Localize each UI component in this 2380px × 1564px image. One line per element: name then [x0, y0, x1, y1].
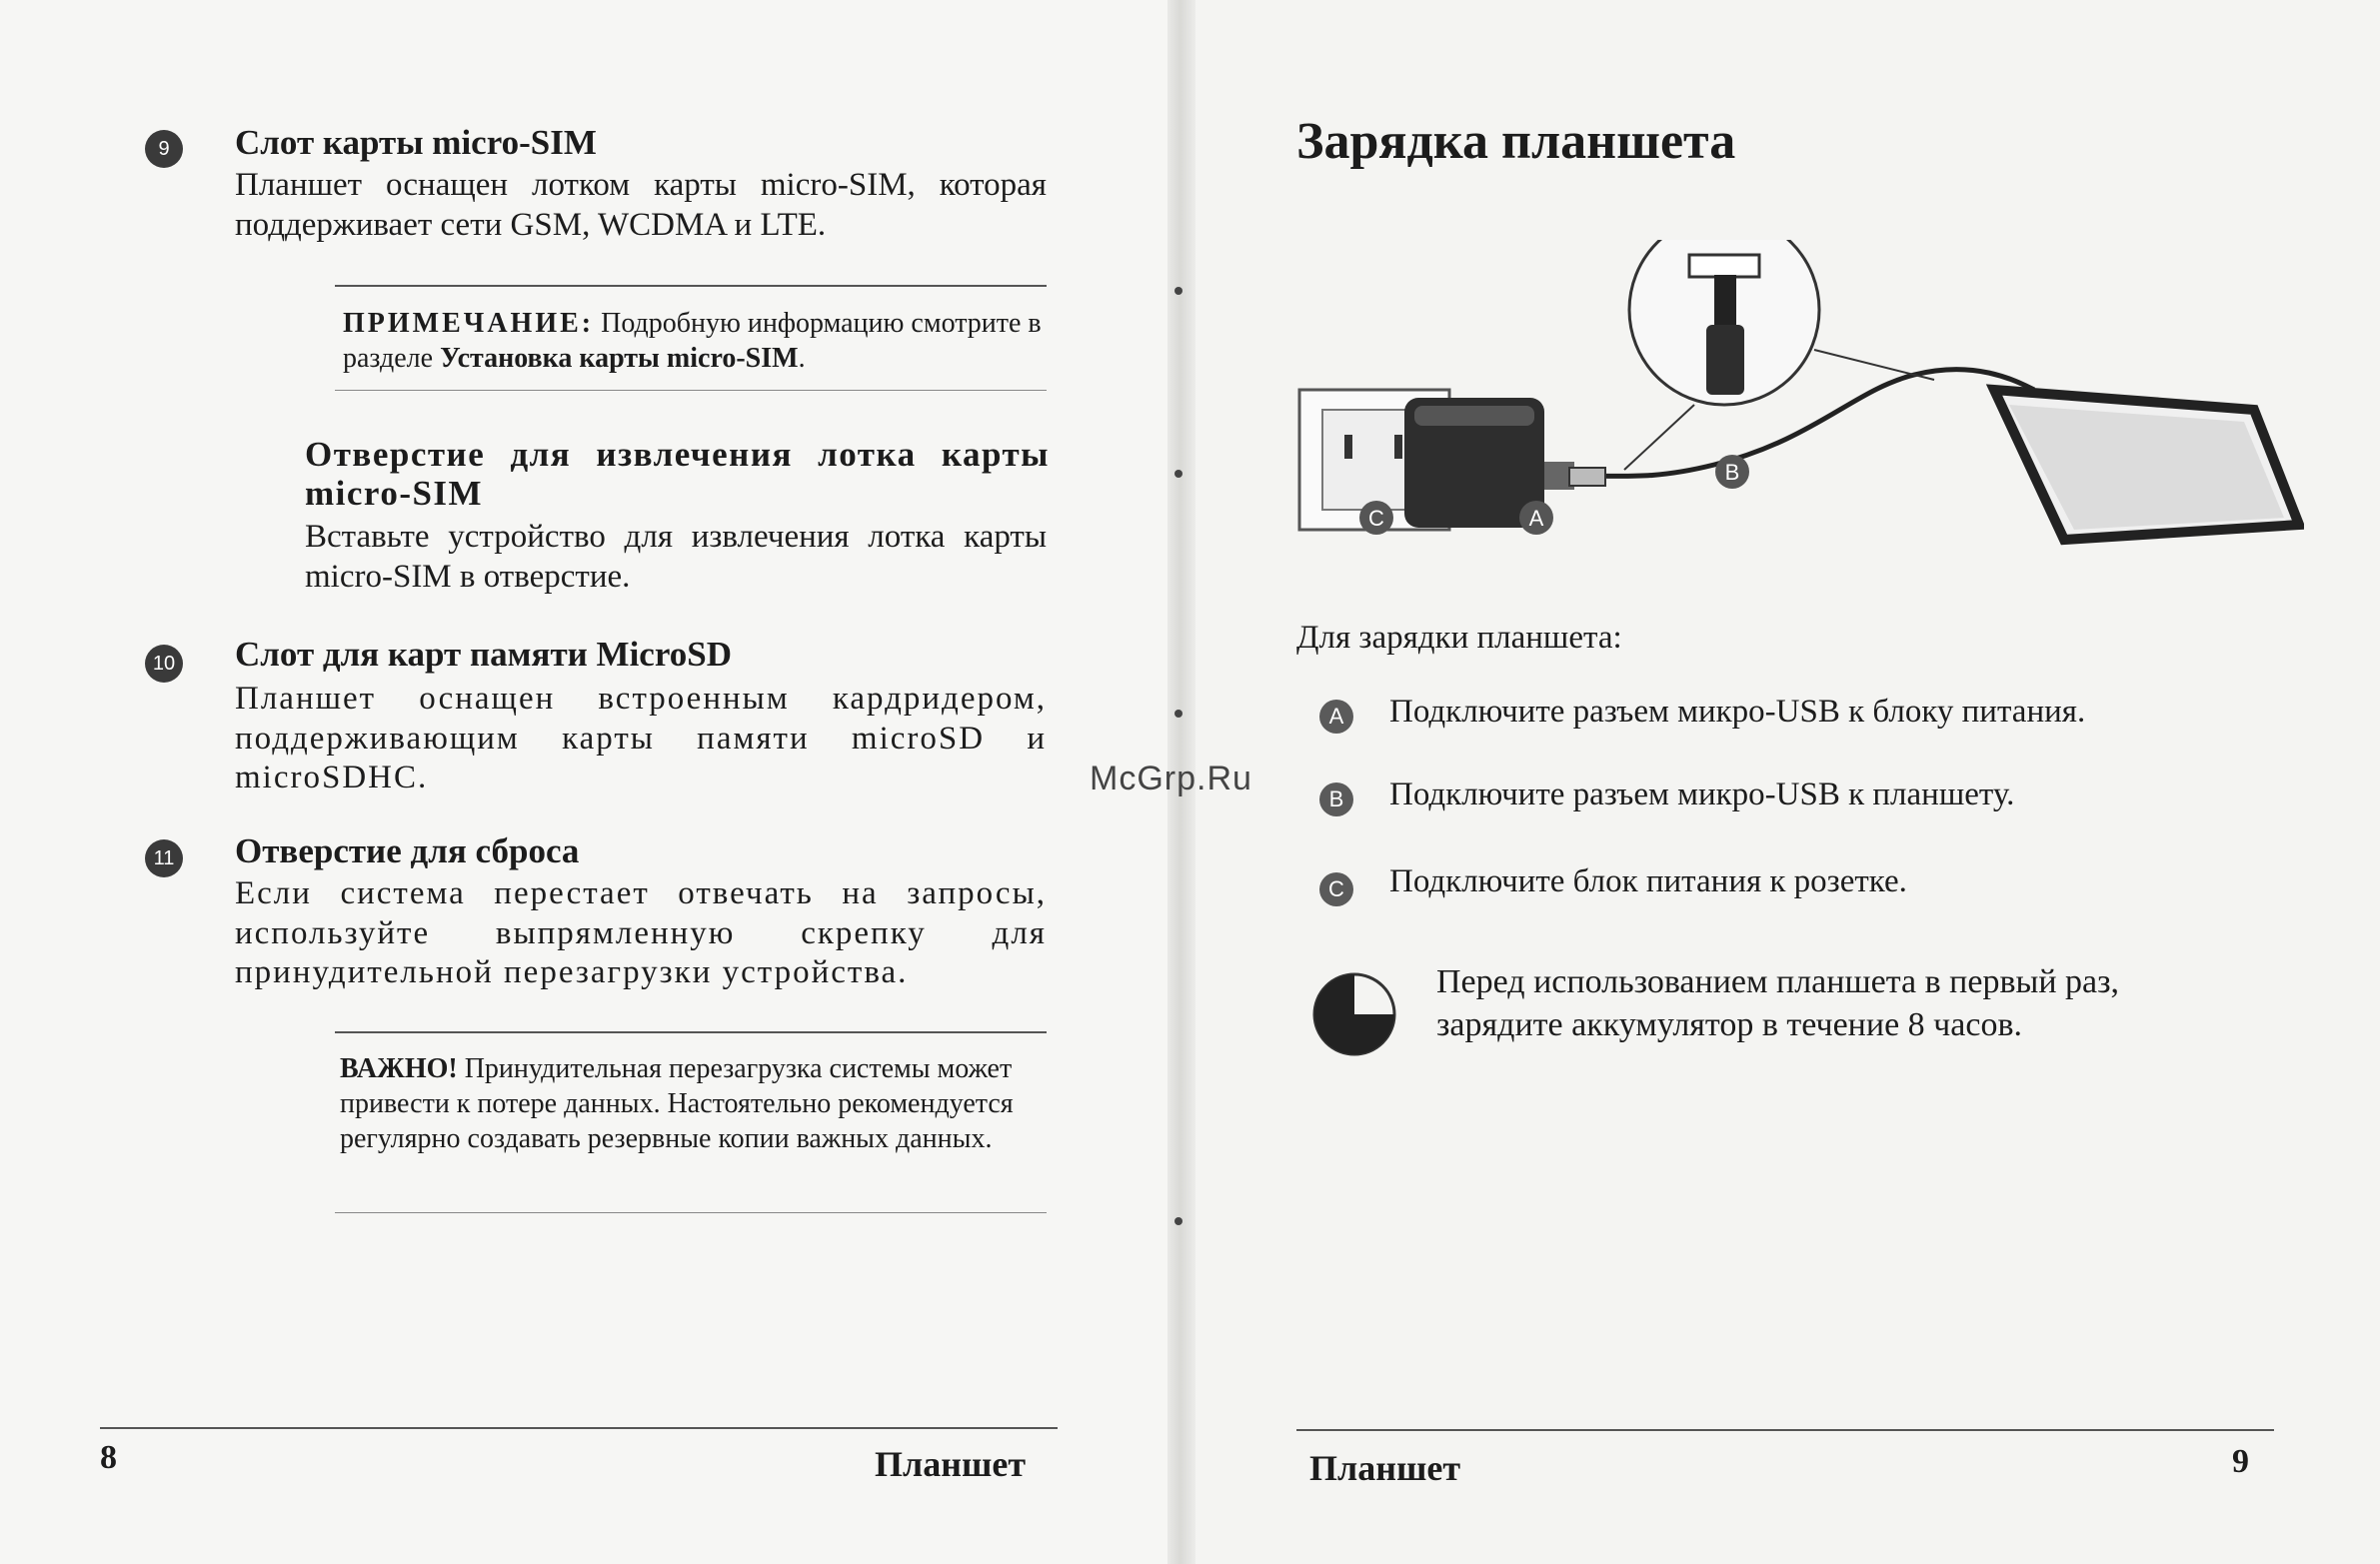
page-title: Зарядка планшета [1296, 113, 1736, 170]
sim-eject-body: Вставьте устройство для извлечения лотка карты micro-SIM в отверстие. [305, 519, 1047, 595]
charging-intro: Для зарядки планшета: [1296, 620, 1622, 656]
important-label: ВАЖНО! [340, 1053, 458, 1084]
charge-note: Перед использованием планшета в первый раз, зарядите аккумулятор в течение 8 часов. [1436, 963, 2120, 1043]
page-number-right: 9 [2232, 1443, 2249, 1480]
section-9-body: Планшет оснащен лотком карты micro-SIM, которая поддерживает сети GSM, WCDMA и LTE. [235, 167, 1047, 243]
footer-rule-left [100, 1427, 1058, 1429]
page-number-left: 8 [100, 1439, 117, 1476]
usb-cable [1574, 370, 2034, 477]
tablet-icon [1994, 390, 2299, 540]
footer-label-left: Планшет [875, 1444, 1026, 1484]
important-text: Принудительная перезагрузка системы может привести к потере данных. Настоятельно рекомендуется регулярно создавать резервные копии важных данных. [340, 1053, 1014, 1154]
figure-label-b: B [1724, 460, 1740, 485]
note-end: . [798, 343, 806, 374]
section-11-badge: 11 [145, 839, 183, 877]
watermark: McGrp.Ru [1090, 760, 1252, 797]
binding-staple [1175, 1217, 1183, 1225]
footer-rule-right [1296, 1429, 2274, 1431]
usb-zoom-callout [1624, 240, 1934, 470]
charging-illustration [1294, 240, 2304, 570]
important-box [340, 1051, 1045, 1156]
note-text: Подробную информацию смотрите в разделе [343, 308, 1042, 374]
step-a-text: Подключите разъем микро-USB к блоку питания. [1389, 694, 2086, 730]
important-rule-bottom [335, 1212, 1047, 1213]
figure-label-c: C [1368, 506, 1384, 531]
section-10-badge: 10 [145, 645, 183, 683]
step-b-badge: B [1319, 782, 1353, 816]
note-box [343, 306, 1048, 376]
section-11-heading: Отверстие для сброса [235, 831, 580, 870]
binding-staple [1175, 710, 1183, 718]
step-c-text: Подключите блок питания к розетке. [1389, 863, 1907, 899]
binding-staple [1175, 470, 1183, 478]
binding-staple [1175, 287, 1183, 295]
section-9-badge: 9 [145, 130, 183, 168]
section-11-body: Если система перестает отвечать на запросы, используйте выпрямленную скрепку для принудительной перезагрузки устройства. [235, 875, 1047, 991]
section-10-body: Планшет оснащен встроенным кардридером, поддерживающим карты памяти microSD и microSDHC. [235, 681, 1047, 796]
note-label: ПРИМЕЧАНИЕ: [343, 308, 595, 339]
section-9-heading: Слот карты micro-SIM [235, 123, 597, 162]
note-rule-bottom [335, 390, 1047, 391]
note-rule-top [335, 285, 1047, 287]
figure-label-a: A [1528, 506, 1544, 531]
step-c-badge: C [1319, 872, 1353, 906]
important-rule-top [335, 1031, 1047, 1033]
step-a-badge: A [1319, 700, 1353, 734]
step-b-text: Подключите разъем микро-USB к планшету. [1389, 777, 2015, 812]
battery-charge-icon [1309, 969, 1399, 1059]
sim-eject-heading: Отверстие для извлечения лотка карты micro-SIM [305, 435, 1050, 513]
section-10-heading: Слот для карт памяти MicroSD [235, 635, 732, 674]
note-link: Установка карты micro-SIM [440, 343, 799, 374]
footer-label-right: Планшет [1309, 1448, 1460, 1488]
